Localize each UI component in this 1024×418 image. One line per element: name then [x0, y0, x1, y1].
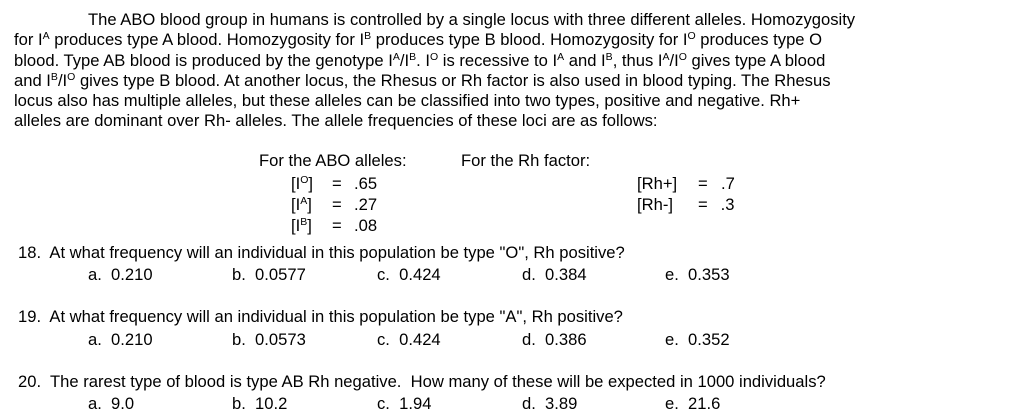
- answer-choice-a: a. 9.0: [88, 394, 135, 413]
- equals-sign: =: [332, 174, 342, 193]
- answer-choice-a: a. 0.210: [88, 330, 153, 349]
- frequency-value: .08: [354, 216, 378, 235]
- rh-label: [Rh+]: [637, 174, 678, 193]
- answer-choice-d: d. 0.386: [522, 330, 587, 349]
- rh-header: For the Rh factor:: [461, 151, 591, 170]
- question-text: 18. At what frequency will an individual in this population be type "O", Rh positive?: [18, 243, 625, 262]
- frequency-value: .7: [721, 174, 735, 193]
- answer-choice-e: e. 0.352: [665, 330, 730, 349]
- abo-header: For the ABO alleles:: [259, 151, 407, 170]
- answer-choice-c: c. 0.424: [377, 265, 441, 284]
- allele-label: $[I^A]$: [291, 195, 312, 214]
- rh-label: [Rh-]: [637, 195, 673, 214]
- answer-choice-b: b. 10.2: [232, 394, 288, 413]
- frequency-value: .65: [354, 174, 378, 193]
- allele-label: $[I^B]$: [291, 216, 312, 235]
- answer-choice-d: d. 3.89: [522, 394, 578, 413]
- answer-choice-c: c. 1.94: [377, 394, 432, 413]
- allele-label: $[I^O]$: [291, 174, 314, 193]
- frequency-value: .3: [716, 195, 735, 214]
- equals-sign: =: [332, 195, 342, 214]
- answer-choice-b: b. 0.0573: [232, 330, 306, 349]
- answer-choice-e: e. 21.6: [665, 394, 721, 413]
- question-text: 20. The rarest type of blood is type AB Rh negative. How many of these will be expected in 1000 individuals?: [18, 372, 826, 391]
- answer-choice-c: c. 0.424: [377, 330, 441, 349]
- intro-line-4: and $I^B/I^O$ gives type B blood. At another locus, the Rhesus or Rh factor is also used in blood typing. The Rhesus: [14, 70, 831, 90]
- intro-line-5: locus also has multiple alleles, but these alleles can be classified into two types, positive and negative. Rh+: [14, 91, 801, 111]
- frequency-value: .27: [354, 195, 378, 214]
- intro-line-1: The ABO blood group in humans is controlled by a single locus with three different alleles. Homozygosity: [88, 10, 856, 29]
- equals-sign: =: [698, 174, 708, 193]
- equals-sign: =: [698, 195, 708, 214]
- equals-sign: =: [332, 216, 342, 235]
- answer-choice-a: a. 0.210: [88, 265, 153, 284]
- intro-line-6: alleles are dominant over Rh- alleles. The allele frequencies of these loci are as follows:: [14, 111, 658, 131]
- answer-choice-e: e. 0.353: [665, 265, 730, 284]
- intro-line-2: for $I^A$ produces type A blood. Homozygosity for $I^B$ produces type B blood. Homozygosity for $I^O$ produces type O: [14, 30, 823, 50]
- answer-choice-d: d. 0.384: [522, 265, 587, 284]
- answer-choice-b: b. 0.0577: [232, 265, 306, 284]
- intro-line-3: blood. Type AB blood is produced by the genotype $I^A/I^B$. $I^O$ is recessive to $I^A$ and $I^B$, thus $I^A/I^O$ gives type A blood: [14, 50, 826, 70]
- intro-paragraph: [14, 10, 1014, 132]
- question-text: 19. At what frequency will an individual in this population be type "A", Rh positive?: [18, 307, 623, 326]
